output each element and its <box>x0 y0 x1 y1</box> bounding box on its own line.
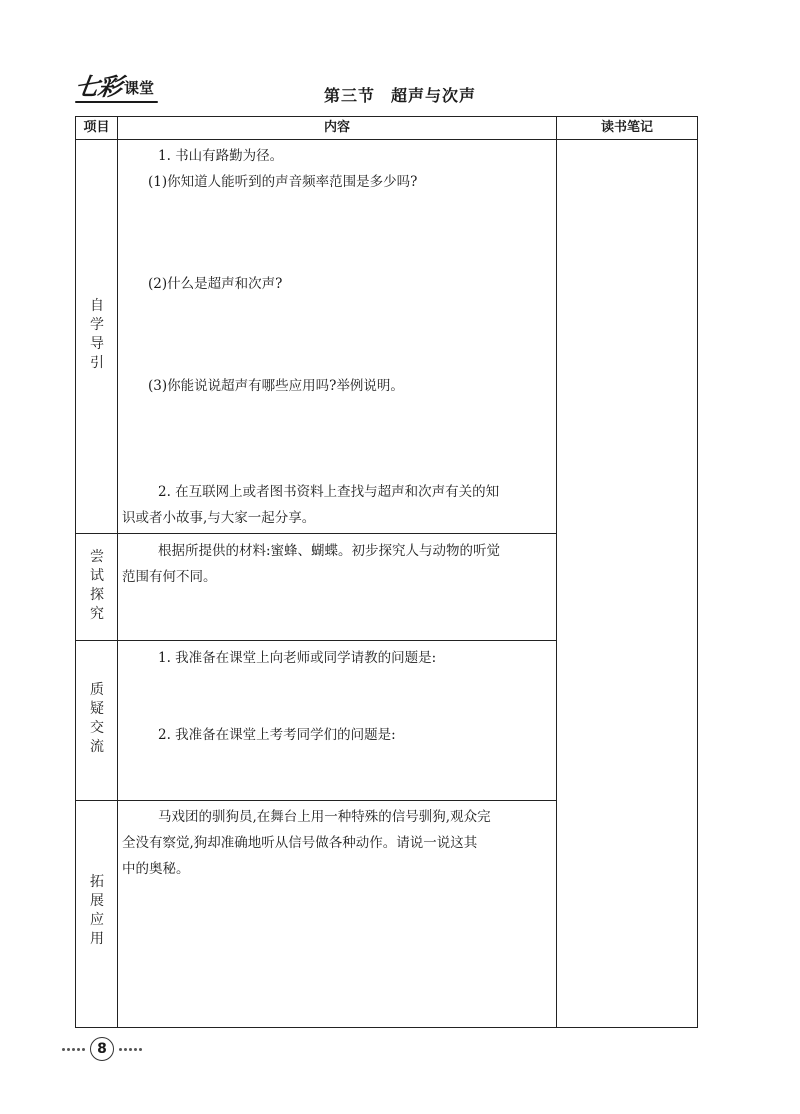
discuss-line2: 2. 我准备在课堂上考考同学们的问题是: <box>158 727 396 743</box>
self-study-q1-intro: 1. 书山有路勤为径。 <box>158 148 284 164</box>
apply-line2: 全没有察觉,狗却准确地听从信号做各种动作。请说一说这其 <box>122 835 478 851</box>
header-item: 项目 <box>83 120 110 135</box>
explore-line1: 根据所提供的材料:蜜蜂、蝴蝶。初步探究人与动物的听觉 <box>158 543 501 559</box>
section-topic: 超声与次声 <box>391 86 477 105</box>
content-column-divider <box>556 116 557 1028</box>
explore-line2: 范围有何不同。 <box>122 569 217 585</box>
brand-script: 七彩 <box>73 72 124 101</box>
self-study-q2-line1: 2. 在互联网上或者图书资料上查找与超声和次声有关的知 <box>158 484 500 500</box>
row-label-explore: 尝 试 探 究 <box>90 549 104 622</box>
brand-plain: 课堂 <box>124 79 155 97</box>
row-divider-1 <box>75 533 557 534</box>
row-divider-2 <box>75 640 557 641</box>
right-dots-decoration <box>119 1048 142 1051</box>
left-dots-decoration <box>62 1048 85 1051</box>
table-right-border <box>697 116 698 1028</box>
apply-line3: 中的奥秘。 <box>122 861 190 877</box>
page-number-badge <box>62 1036 142 1062</box>
header-content: 内容 <box>323 120 350 135</box>
row-divider-3 <box>75 800 557 801</box>
table-header-divider <box>75 139 698 140</box>
row-label-discuss: 质 疑 交 流 <box>90 682 104 755</box>
discuss-line1: 1. 我准备在课堂上向老师或同学请教的问题是: <box>158 650 437 666</box>
row-label-self-study: 自 学 导 引 <box>90 298 104 371</box>
page-number: 8 <box>90 1037 114 1061</box>
section-number: 第三节 <box>323 86 375 105</box>
page-title <box>0 86 800 106</box>
self-study-q1-a: (1)你知道人能听到的声音频率范围是多少吗? <box>148 174 418 190</box>
self-study-q1-c: (3)你能说说超声有哪些应用吗?举例说明。 <box>148 378 404 394</box>
apply-line1: 马戏团的驯狗员,在舞台上用一种特殊的信号驯狗,观众完 <box>158 809 491 825</box>
self-study-q1-b: (2)什么是超声和次声? <box>148 276 283 292</box>
row-label-apply: 拓 展 应 用 <box>90 874 104 947</box>
self-study-q2-line2: 识或者小故事,与大家一起分享。 <box>122 510 316 526</box>
table-bottom-border <box>75 1027 698 1028</box>
header-notes: 读书笔记 <box>600 120 653 135</box>
